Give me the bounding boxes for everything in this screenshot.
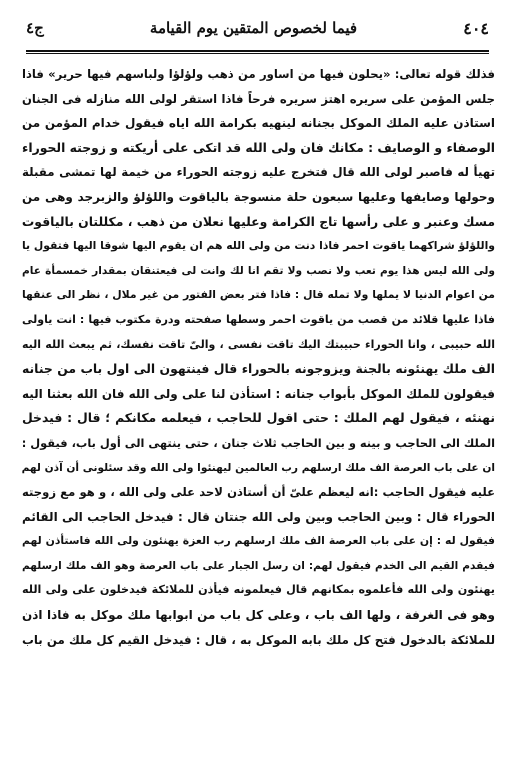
- body-text: [22, 62, 495, 742]
- text-line: عليه فيقول الحاجب :انه ليعظم علىّ أن أستاذن لاحد على ولى الله ، و هو مع زوجته: [22, 485, 495, 500]
- page-header: [26, 14, 489, 42]
- text-line: تهيأ له فاصبر لولى الله قال فتخرج عليه زوجته الحوراء من خيمة لها تمشى مقبلة: [22, 165, 495, 180]
- text-line: الله حبيبى ، وانا الحوراء حبيبتك اليك تاقت نفسى ، والىّ تاقت نفسك، ثم يبعث الله اليه: [22, 337, 495, 351]
- text-line: جلس المؤمن على سريره اهتز سريره فرحاً فاذا استقر لولى الله منازله فى الجنان: [22, 91, 495, 106]
- text-line: نهنئه ، فيقول لهم الملك : حتى اقول للحاجب ، فيعلمه مكانكم ؛ قال : فيدخل: [22, 410, 495, 426]
- volume-label: ج٤: [26, 19, 44, 37]
- running-title: فيما لخصوص المتقين يوم القيامة: [149, 19, 358, 37]
- page-number: ٤٠٤: [463, 18, 489, 38]
- text-line: الحوراء قال : وبين الحاجب وبين ولى الله جنتان قال : فيدخل الحاجب الى القائم: [22, 509, 495, 524]
- text-line: فيقدم القيم الى الخدم فيقول لهم: ان رسل الجبار على باب العرصة وهو الف ملك ارسلهم: [22, 559, 495, 572]
- header-rule-thin: [26, 53, 489, 54]
- text-line: الوصفاء و الوصايف : مكانك فان ولى الله قد اتكى على أريكته و زوجته الحوراء: [22, 139, 495, 155]
- text-line: ان على باب العرصة الف ملك ارسلهم رب العالمين ليهنئوا ولى الله وقد سئلونى أن آذن لهم: [22, 461, 495, 474]
- text-line: مسك وعنبر و على رأسها تاج الكرامة وعليها نعلان من ذهب ، مكللتان بالياقوت: [22, 213, 495, 229]
- text-line: من اعوام الدنيا لا يملها ولا تمله قال : فاذا فتر بعض الفتور من غير ملال ، نظر الى عنقها: [22, 288, 495, 302]
- text-line: واللؤلؤ شراكهما ياقوت احمر فاذا دنت من ولى الله هم ان يقوم اليها شوقا اليها فتقول يا: [22, 239, 495, 253]
- text-line: استاذن عليه الملك الموكل بجنانه لينهيه بكرامة الله اياه فيقول خدام المؤمن من: [22, 116, 495, 131]
- text-line: فذلك قوله تعالى: «يحلون فيها من اساور من ذهب ولؤلؤا ولباسهم فيها حرير» فاذا: [22, 67, 495, 81]
- text-line: فيقولون للملك الموكل بأبواب جنانه : استأذن لنا على ولى الله فان الله بعثنا اليه: [22, 386, 495, 401]
- text-line: وهو فى الغرفة ، ولها الف باب ، وعلى كل باب من ابوابها ملك موكل به فاذا اذن: [22, 608, 495, 623]
- text-line: للملائكة بالدخول فتح كل ملك بابه الموكل به ، قال : فيدخل القيم كل ملك من باب: [22, 632, 495, 647]
- text-line: الملك الى الحاجب و بينه و بين الحاجب ثلاث جنان ، حتى ينتهى الى أول باب، فيقول :: [22, 435, 495, 450]
- text-line: وحولها وصايفها وعليها سبعون حلة منسوجة بالياقوت واللؤلؤ والزبرجد وهى من: [22, 189, 495, 204]
- header-rule: [26, 50, 489, 52]
- text-line: ولى الله ليس هذا يوم تعب ولا نصب ولا تقم انا لك وانت لى فيعتنقان بمقدار خمسمأة عام: [22, 264, 495, 277]
- text-line: فاذا عليها قلائد من قصب من ياقوت احمر وسطها صفحته ودرة مكتوب فيها : انت ياولى: [22, 312, 495, 326]
- text-line: يهنئون ولى الله فأعلموه بمكانهم قال فيعلمونه فيأذن للملائكة فيدخلون على ولى الله: [22, 583, 495, 597]
- text-line: الف ملك يهنئونه بالجنة ويزوجونه بالحوراء قال فينتهون الى اول باب من جنانه: [22, 361, 495, 377]
- text-line: فيقول له : إن على باب العرصة الف ملك ارسلهم رب العزة يهنئون ولى الله فاستأذن لهم: [22, 534, 495, 548]
